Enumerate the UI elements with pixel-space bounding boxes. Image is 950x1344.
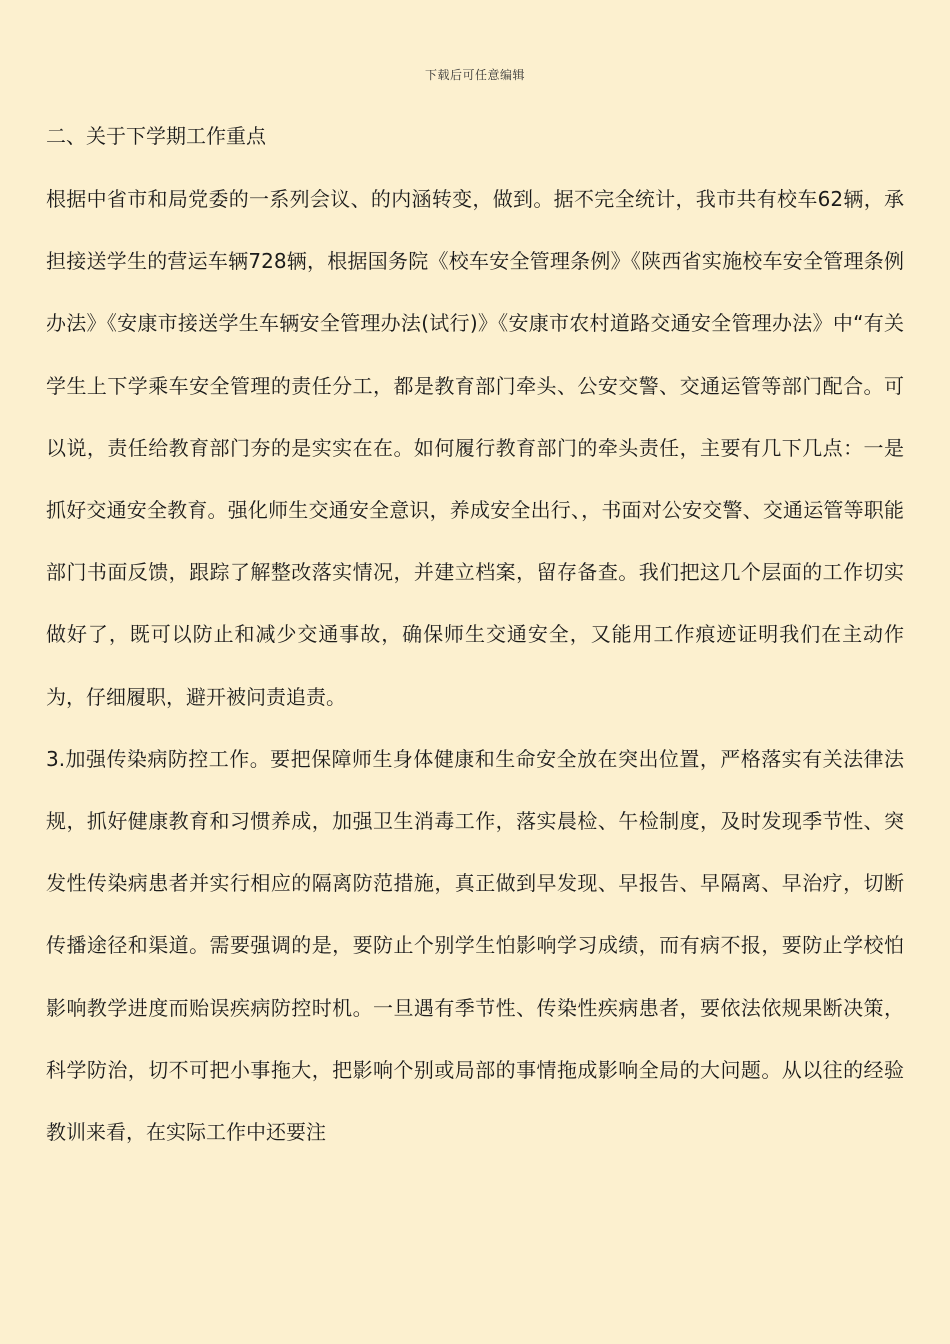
paragraph-2: 3.加强传染病防控工作。要把保障师生身体健康和生命安全放在突出位置，严格落实有关法律法规，抓好健康教育和习惯养成，加强卫生消毒工作，落实晨检、午检制度，及时发现季节性、突发性传染病患者并实行相应的隔离防范措施，真正做到早发现、早报告、早隔离、早治疗，切断传播途径和渠道。需要强调的是，要防止个别学生怕影响学习成绩，而有病不报，要防止学校怕影响教学进度而贻误疾病防控时机。一旦遇有季节性、传染性疾病患者，要依法依规果断决策，科学防治，切不可把小事拖大，把影响个别或局部的事情拖成影响全局的大问题。从以往的经验教训来看，在实际工作中还要注 bbox=[46, 746, 904, 1145]
section-heading: 二、关于下学期工作重点 bbox=[46, 124, 266, 148]
paragraph-1: 根据中省市和局党委的一系列会议、的内涵转变，做到。据不完全统计，我市共有校车62辆，承担接送学生的营运车辆728辆，根据国务院《校车安全管理条例》《陕西省实施校车安全管理条例办法》《安康市接送学生车辆安全管理办法(试行)》《安康市农村道路交通安全管理办法》中“有关学生上下学乘车安全管理的责任分工，都是教育部门牵头、公安交警、交通运管等部门配合。可以说，责任给教育部门夯的是实实在在。如何履行教育部门的牵头责任，主要有几下几点：一是抓好交通安全教育。强化师生交通安全意识，养成安全出行、，书面对公安交警、交通运管等职能部门书面反馈，跟踪了解整改落实情况，并建立档案，留存备查。我们把这几个层面的工作切实做好了，既可以防止和减少交通事故，确保师生交通安全，又能用工作痕迹证明我们在主动作为，仔细履职，避开被问责追责。 bbox=[46, 187, 904, 709]
header-note: 下载后可任意编辑 bbox=[424, 68, 525, 82]
document-body bbox=[46, 118, 904, 1163]
